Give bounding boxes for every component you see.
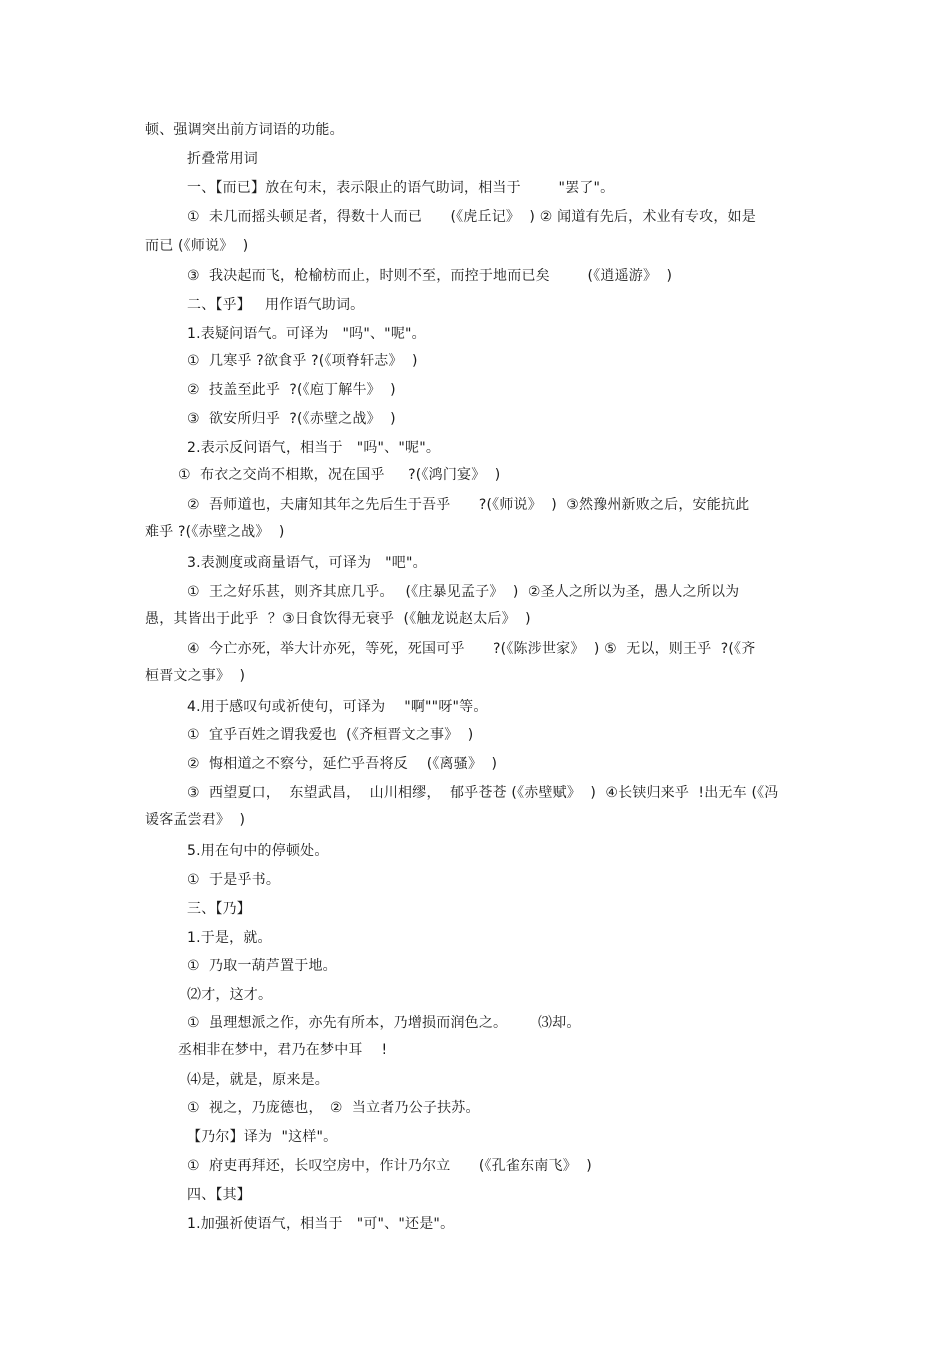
- text-line: ③ 我决起而飞，枪榆枋而止，时则不至，而控于地而已矣 (《逍遥游》 ): [187, 268, 673, 284]
- sub-heading: 5.用在句中的停顿处。: [187, 843, 329, 859]
- sub-heading: 1.表疑问语气。可译为 "吗"、"呢"。: [187, 326, 426, 342]
- sub-heading: ⑷是，就是，原来是。: [187, 1072, 329, 1088]
- text-line: ③ 西望夏口， 东望武昌， 山川相缪， 郁乎苍苍 (《赤壁赋》 ) ④长铗归来乎 !出无车 (《冯: [187, 785, 779, 801]
- sub-heading: 4.用于感叹句或祈使句，可译为 "啊""呀"等。: [187, 699, 488, 715]
- text-line: ② 技盖至此乎 ?(《庖丁解牛》 ): [187, 382, 396, 398]
- text-line: ① 几寒乎 ?欲食乎 ?(《项脊轩志》 ): [187, 353, 418, 369]
- sub-heading: 3.表测度或商量语气，可译为 "吧"。: [187, 555, 427, 571]
- text-line: 顿、强调突出前方词语的功能。: [145, 122, 344, 138]
- text-line: 难乎 ?(《赤壁之战》 ): [145, 524, 285, 540]
- sub-heading: 【乃尔】译为 "这样"。: [187, 1129, 338, 1145]
- text-line: ① 虽理想派之作，亦先有所本，乃增损而润色之。 ⑶却。: [187, 1015, 581, 1031]
- text-line: ④ 今亡亦死，举大计亦死，等死，死国可乎 ?(《陈涉世家》 ) ⑤ 无以，则王乎 ?(《齐: [187, 641, 756, 657]
- text-line: 而已 (《师说》 ): [145, 238, 249, 254]
- text-line: ② 吾师道也，夫庸知其年之先后生于吾乎 ?(《师说》 ) ③然豫州新败之后，安能抗此: [187, 497, 750, 513]
- text-line: 谖客孟尝君》 ): [145, 812, 246, 828]
- text-line: ③ 欲安所归乎 ?(《赤壁之战》 ): [187, 411, 396, 427]
- text-line: ① 府吏再拜还，长叹空房中，作计乃尔立 (《孔雀东南飞》 ): [187, 1158, 592, 1174]
- section-heading: 四、【其】: [187, 1187, 251, 1203]
- text-line: ② 悔相道之不察兮，延伫乎吾将反 (《离骚》 ): [187, 756, 498, 772]
- text-line: 丞相非在梦中，君乃在梦中耳 !: [178, 1042, 388, 1058]
- text-line: ① 宜乎百姓之谓我爱也 (《齐桓晋文之事》 ): [187, 727, 474, 743]
- text-line: ① 王之好乐甚，则齐其庶几乎。 (《庄暴见孟子》 ) ②圣人之所以为圣，愚人之所以为: [187, 584, 740, 600]
- section-heading: 一、【而已】放在句末，表示限止的语气助词，相当于 "罢了"。: [187, 180, 615, 196]
- text-line: ① 于是乎书。: [187, 872, 281, 888]
- text-line: 愚，其皆出于此乎 ？③日食饮得无衰乎 (《触龙说赵太后》 ): [145, 611, 531, 627]
- sub-heading: 1.加强祈使语气，相当于 "可"、"还是"。: [187, 1216, 455, 1232]
- text-line: 桓晋文之事》 ): [145, 668, 246, 684]
- text-line: ① 乃取一葫芦置于地。: [187, 958, 337, 974]
- section-heading: 折叠常用词: [187, 151, 258, 167]
- section-heading: 三、【乃】: [187, 901, 251, 917]
- text-line: ① 未几而摇头顿足者，得数十人而已 (《虎丘记》 ) ② 闻道有先后，术业有专攻，如是: [187, 209, 756, 225]
- sub-heading: 1.于是，就。: [187, 930, 272, 946]
- section-heading: 二、【乎】 用作语气助词。: [187, 297, 365, 313]
- text-line: ① 视之，乃庞德也， ② 当立者乃公子扶苏。: [187, 1100, 480, 1116]
- sub-heading: ⑵才，这才。: [187, 987, 273, 1003]
- sub-heading: 2.表示反问语气，相当于 "吗"、"呢"。: [187, 440, 441, 456]
- text-line: ① 布衣之交尚不相欺，况在国乎 ?(《鸿门宴》 ): [178, 467, 501, 483]
